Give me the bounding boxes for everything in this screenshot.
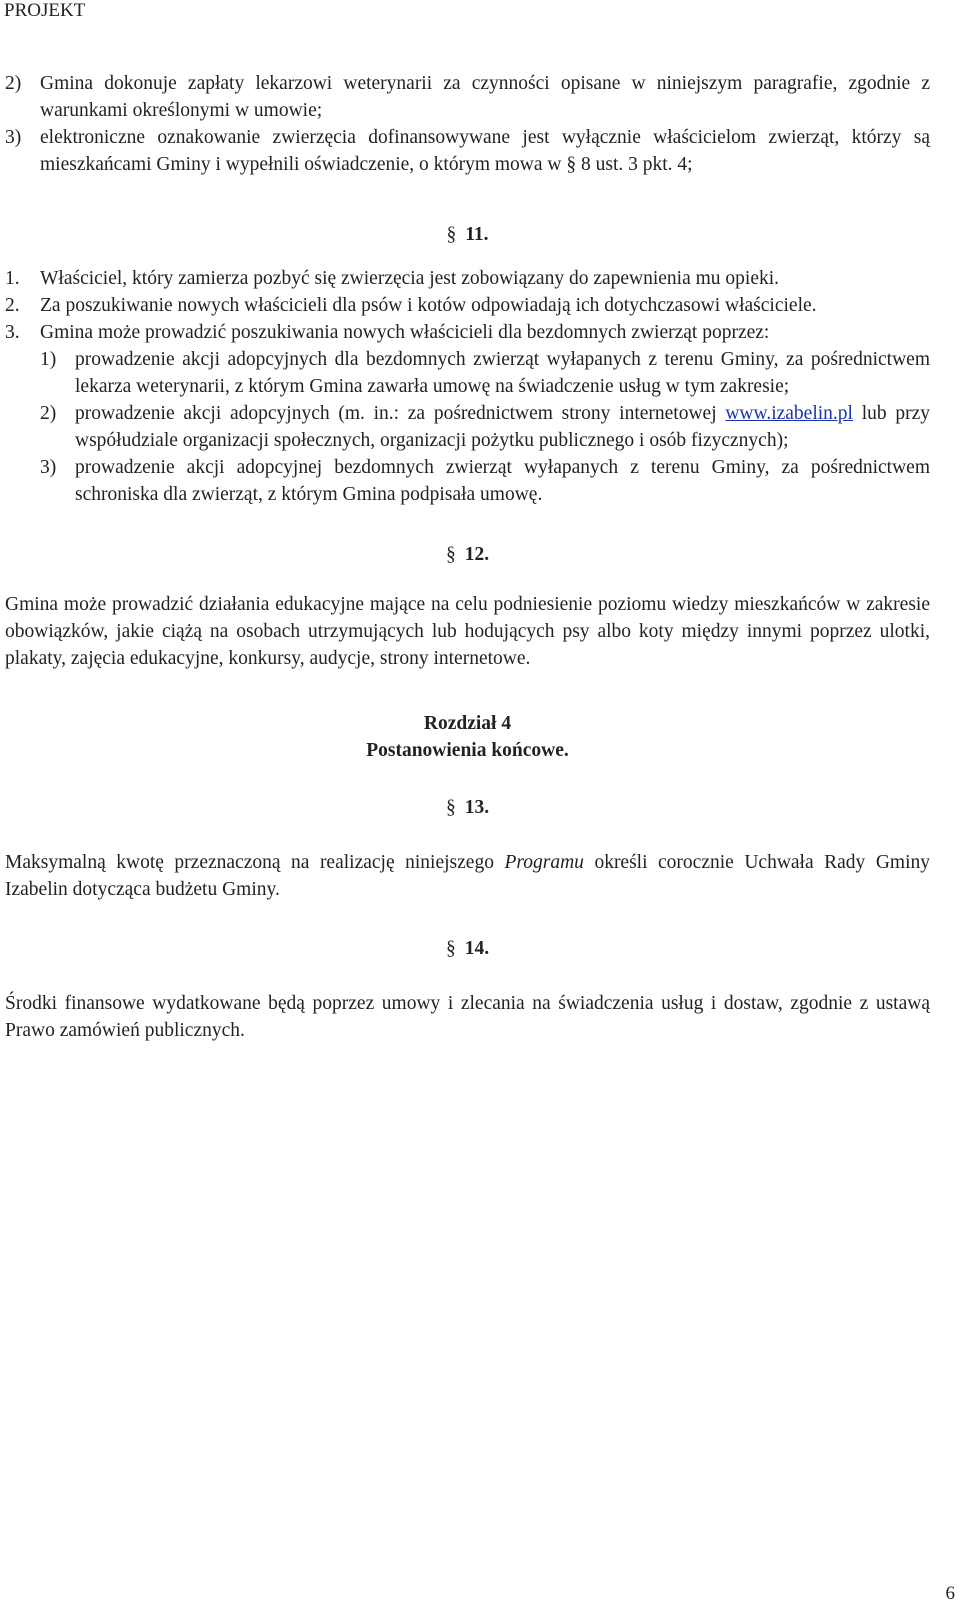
point-text: Za poszukiwanie nowych właścicieli dla psów i kotów odpowiadają ich dotychczasowi właściciele. <box>40 295 817 316</box>
list-item-text: elektroniczne oznakowanie zwierzęcia dofinansowywane jest wyłącznie właścicielom zwierząt, którzy są mieszkańcami Gminy i wypełnili oświadczenie, o którym mowa w § 8 ust. 3 pkt. 4; <box>40 127 930 175</box>
list-item <box>5 124 930 178</box>
chapter-title: Rozdział 4 <box>423 713 512 734</box>
section-11-heading <box>5 221 930 248</box>
program-italic-term: Programu <box>504 852 584 873</box>
sub-item <box>40 454 930 508</box>
list-item-number: 3) <box>5 127 22 148</box>
point-number: 3. <box>5 322 20 343</box>
chapter-subtitle: Postanowienia końcowe. <box>366 740 569 761</box>
section-11-point <box>5 319 930 346</box>
document-body <box>5 70 930 1044</box>
point-text: Właściciel, który zamierza pozbyć się zwierzęcia jest zobowiązany do zapewnienia mu opieki. <box>40 268 780 289</box>
section-sign: § <box>446 224 457 245</box>
section-13-paragraph <box>5 849 930 903</box>
section-14-heading <box>5 935 930 962</box>
section-11-subitems <box>5 346 930 508</box>
section-13-text-end: określi corocznie Uchwała Rady Gminy Izabelin dotycząca budżetu Gminy. <box>5 852 930 900</box>
section-sign: § <box>445 938 456 959</box>
section-13-heading <box>5 794 930 821</box>
sub-item-number: 1) <box>40 349 57 370</box>
list-item <box>5 70 930 124</box>
section-14-paragraph: Środki finansowe wydatkowane będą poprzez umowy i zlecania na świadczenia usług i dostaw, zgodnie z ustawą Prawo zamówień publicznych. <box>5 993 930 1041</box>
sub-item-text-end: lub przy współudziale organizacji społecznych, organizacji pożytku publicznego i osób fizycznych); <box>75 403 930 451</box>
section-number: 14. <box>464 938 490 959</box>
page-number: 6 <box>945 1583 955 1604</box>
section-number: 11. <box>465 224 489 245</box>
point-number: 1. <box>5 268 20 289</box>
sub-item-text: prowadzenie akcji adopcyjnych dla bezdomnych zwierząt wyłapanych z terenu Gminy, za pośrednictwem lekarza weterynarii, z którym Gmina zawarła umowę na świadczenie usług w tym zakresie; <box>75 349 930 397</box>
list-item-number: 2) <box>5 73 22 94</box>
izabelin-website-link[interactable]: www.izabelin.pl <box>725 403 853 424</box>
section-number: 13. <box>464 797 490 818</box>
sub-item-number: 2) <box>40 403 57 424</box>
section-11-point <box>5 292 930 319</box>
section-12-heading <box>5 541 930 568</box>
section-13-text-start: Maksymalną kwotę przeznaczoną na realizację niniejszego <box>5 852 505 873</box>
section-12-paragraph: Gmina może prowadzić działania edukacyjne mające na celu podniesienie poziomu wiedzy mieszkańców w zakresie obowiązków, jakie ciążą na osobach utrzymujących lub hodujących psy albo koty między innymi poprzez ulotki, plakaty, zajęcia edukacyjne, konkursy, audycje, strony internetowe. <box>5 594 930 669</box>
sub-item <box>40 346 930 400</box>
point-text: Gmina może prowadzić poszukiwania nowych właścicieli dla bezdomnych zwierząt poprzez: <box>40 322 770 343</box>
section-number: 12. <box>464 544 490 565</box>
section-sign: § <box>445 544 456 565</box>
point-number: 2. <box>5 295 20 316</box>
sub-item-number: 3) <box>40 457 57 478</box>
section-sign: § <box>445 797 456 818</box>
section-11-point <box>5 265 930 292</box>
list-item-text: Gmina dokonuje zapłaty lekarzowi weterynarii za czynności opisane w niniejszym paragrafie, zgodnie z warunkami określonymi w umowie; <box>40 73 930 121</box>
sub-item-text-start: prowadzenie akcji adopcyjnych (m. in.: za pośrednictwem strony internetowej <box>75 403 726 424</box>
document-header-label: PROJEKT <box>4 0 86 21</box>
sub-item-text: prowadzenie akcji adopcyjnej bezdomnych zwierząt wyłapanych z terenu Gminy, za pośrednictwem schroniska dla zwierząt, z którym Gmina podpisała umowę. <box>75 457 930 505</box>
sub-item <box>40 400 930 454</box>
